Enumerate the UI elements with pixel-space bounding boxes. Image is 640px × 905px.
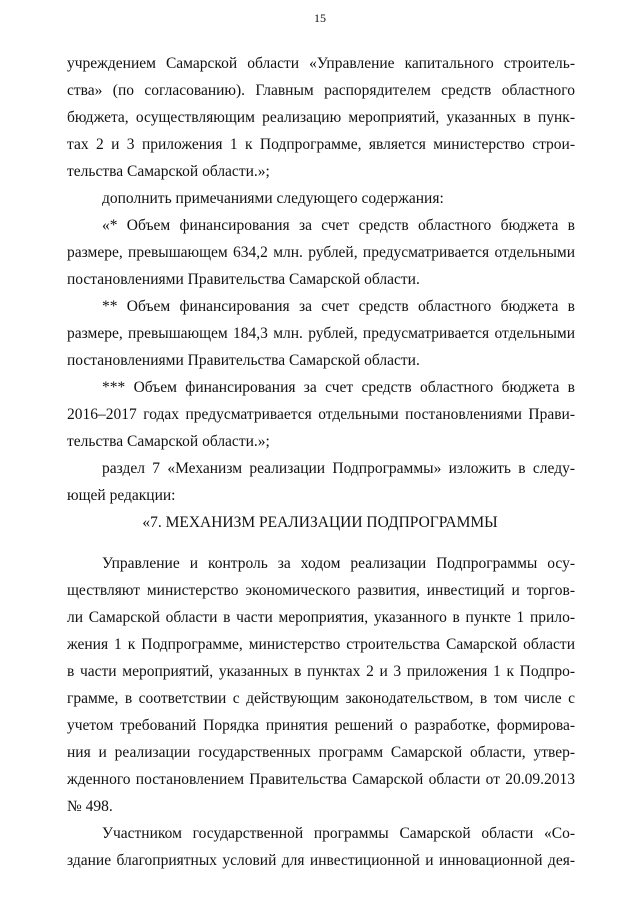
text-line: ства» (по согласованию). Главным распорядителем средств областного: [67, 82, 575, 99]
section-heading: «7. МЕХАНИЗМ РЕАЛИЗАЦИИ ПОДПРОГРАММЫ: [142, 514, 498, 531]
text-line: тах 2 и 3 приложения 1 к Подпрограмме, является министерство строи-: [67, 136, 575, 153]
text-line: тельства Самарской области.»;: [67, 163, 270, 180]
text-line: раздел 7 «Механизм реализации Подпрограммы» изложить в следу-: [102, 460, 575, 477]
text-line: учетом требований Порядка принятия решений о разработке, формирова-: [67, 717, 575, 734]
text-line: постановлениями Правительства Самарской области.: [67, 271, 420, 288]
text-line: ществляют министерство экономического развития, инвестиций и торгов-: [67, 582, 575, 599]
text-line: бюджета, осуществляющим реализацию мероприятий, указанных в пунк-: [67, 109, 575, 126]
text-line: 2016–2017 годах предусматривается отдельными постановлениями Прави-: [67, 406, 575, 423]
text-line: учреждением Самарской области «Управление капитального строитель-: [67, 55, 575, 72]
text-line: ** Объем финансирования за счет средств областного бюджета в: [102, 298, 575, 315]
text-line: жения 1 к Подпрограмме, министерство строительства Самарской области: [67, 636, 575, 653]
text-line: Управление и контроль за ходом реализации Подпрограммы осу-: [102, 555, 575, 572]
text-line: тельства Самарской области.»;: [67, 433, 270, 450]
text-line: в части мероприятий, указанных в пунктах 2 и 3 приложения 1 к Подпро-: [67, 663, 575, 680]
text-line: «* Объем финансирования за счет средств областного бюджета в: [102, 217, 575, 234]
text-line: Участником государственной программы Самарской области «Со-: [102, 825, 575, 842]
text-line: ли Самарской области в части мероприятия, указанного в пункте 1 прило-: [67, 609, 575, 626]
text-line: размере, превышающем 184,3 млн. рублей, предусматривается отдельными: [67, 325, 575, 342]
text-line: жденного постановлением Правительства Самарской области от 20.09.2013: [67, 771, 575, 788]
text-line: постановлениями Правительства Самарской области.: [67, 352, 420, 369]
text-line: размере, превышающем 634,2 млн. рублей, предусматривается отдельными: [67, 244, 575, 261]
text-line: дополнить примечаниями следующего содержания:: [102, 190, 444, 207]
text-line: № 498.: [67, 798, 113, 815]
text-line: ющей редакции:: [67, 487, 176, 504]
text-line: грамме, в соответствии с действующим законодательством, в том числе с: [67, 690, 575, 707]
page-number: 15: [314, 11, 326, 25]
text-line: *** Объем финансирования за счет средств областного бюджета в: [102, 379, 575, 396]
text-line: здание благоприятных условий для инвестиционной и инновационной дея-: [67, 852, 575, 869]
text-line: ния и реализации государственных программ Самарской области, утвер-: [67, 744, 575, 761]
